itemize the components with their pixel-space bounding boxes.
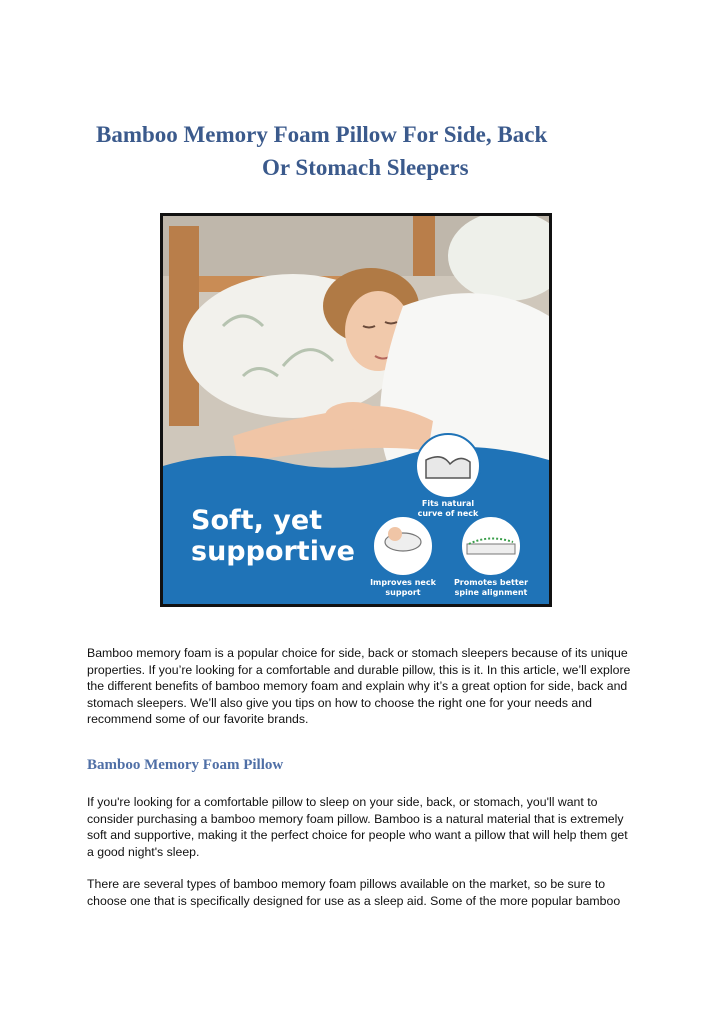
badge-label-line-2: spine alignment — [454, 588, 528, 597]
hero-headline-line-2: supportive — [191, 536, 355, 567]
section-heading: Bamboo Memory Foam Pillow — [87, 757, 284, 773]
section-paragraph-2: There are several types of bamboo memory foam pillows available on the market, so be sure to choose one that is specifically designed for use as a sleep aid. Some of the more popular bamboo — [87, 877, 621, 908]
hero-headline — [191, 505, 355, 567]
product-image — [160, 213, 552, 607]
badge-spine-alignment — [451, 578, 531, 598]
badge-label-line-1: Promotes better — [453, 578, 529, 587]
badge-neck-support — [366, 578, 440, 598]
page-title-line-2: Or Stomach Sleepers — [262, 155, 469, 180]
badge-label-line-2: support — [385, 588, 421, 597]
badge-label-line-1: Improves neck — [370, 578, 436, 587]
page-title-line-1: Bamboo Memory Foam Pillow For Side, Back — [96, 122, 548, 147]
badge-label-line-2: curve of neck — [417, 509, 479, 518]
hero-headline-line-1: Soft, yet — [191, 505, 323, 536]
badge-label-line-1: Fits natural — [421, 499, 475, 508]
section-paragraph-1: If you're looking for a comfortable pillow to sleep on your side, back, or stomach, you'll want to consider purchasing a bamboo memory foam pillow. Bamboo is a natural material that is extremely soft and supportive, making it the perfect choice for people who want a pillow that will help them get a good night's sleep. — [87, 795, 628, 859]
page-title — [0, 118, 720, 184]
intro-paragraph: Bamboo memory foam is a popular choice for side, back or stomach sleepers because of its unique properties. If you’re looking for a comfortable and durable pillow, this is it. In this article, we’ll explore the different benefits of bamboo memory foam and explain why it’s a great option for side, back and stomach sleepers. We’ll also give you tips on how to choose the right one for your needs and recommend some of our favorite brands. — [87, 646, 631, 726]
badge-fits-neck — [413, 499, 483, 519]
